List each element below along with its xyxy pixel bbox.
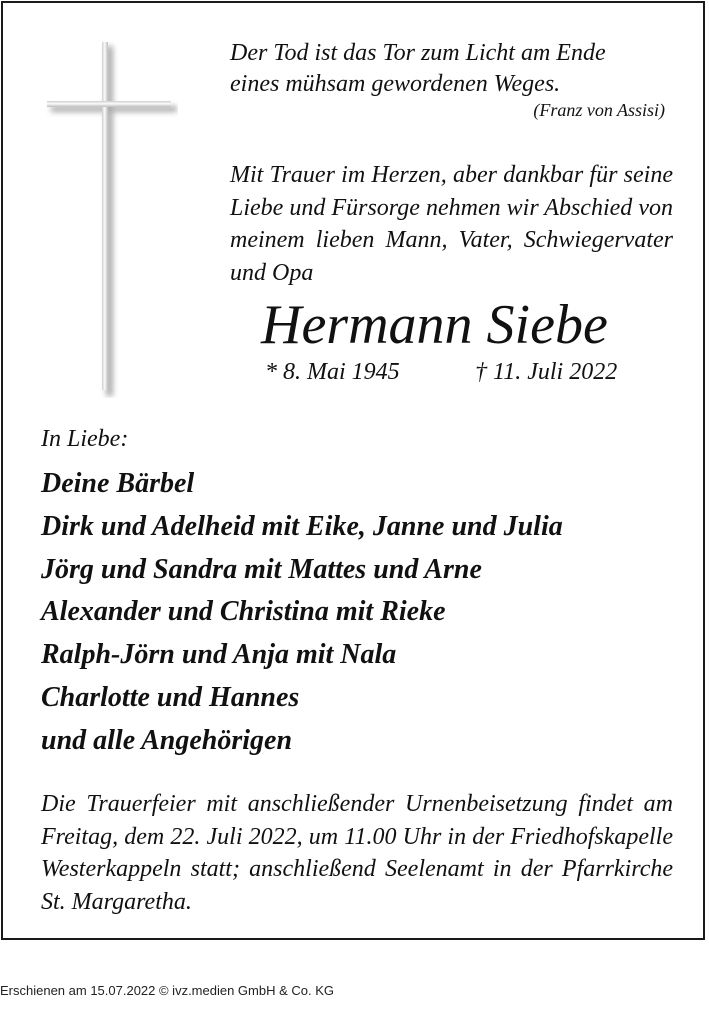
deceased-name: Hermann Siebe (261, 294, 608, 356)
mourner-line: Dirk und Adelheid mit Eike, Janne und Julia (41, 510, 563, 542)
obituary-notice (1, 1, 705, 940)
death-date: † 11. Juli 2022 (475, 359, 618, 385)
quote-line-1: Der Tod ist das Tor zum Licht am Ende (230, 40, 606, 66)
signoff: In Liebe: (41, 426, 129, 452)
quote-author: (Franz von Assisi) (533, 100, 665, 120)
mourner-line: Ralph-Jörn und Anja mit Nala (41, 639, 397, 671)
mourner-line: Deine Bärbel (41, 468, 195, 499)
cross-icon (43, 38, 178, 398)
mourner-line: und alle Angehörigen (41, 724, 293, 756)
funeral-details: Die Trauerfeier mit anschließender Urnenbeisetzung findet am Freitag, dem 22. Juli 2022, um 11.00 Uhr in der Friedhofskapelle Westerkappeln statt; anschließend Seelenamt in der Pfarrkirche St. Margaretha. (41, 791, 673, 915)
mourner-line: Charlotte und Hannes (41, 681, 300, 713)
intro-text: Mit Trauer im Herzen, aber dankbar für seine Liebe und Fürsorge nehmen wir Abschied von meinem lieben Mann, Vater, Schwiegervater und Opa (230, 162, 673, 286)
quote-line-2: eines mühsam gewordenen Weges. (230, 71, 561, 97)
publication-footer: Erschienen am 15.07.2022 © ivz.medien GmbH & Co. KG (0, 983, 335, 998)
opening-quote (230, 38, 670, 100)
mourners-list (41, 463, 563, 763)
mourner-line: Alexander und Christina mit Rieke (41, 596, 446, 628)
mourner-line: Jörg und Sandra mit Mattes und Arne (41, 553, 482, 585)
birth-date: * 8. Mai 1945 (265, 359, 400, 385)
